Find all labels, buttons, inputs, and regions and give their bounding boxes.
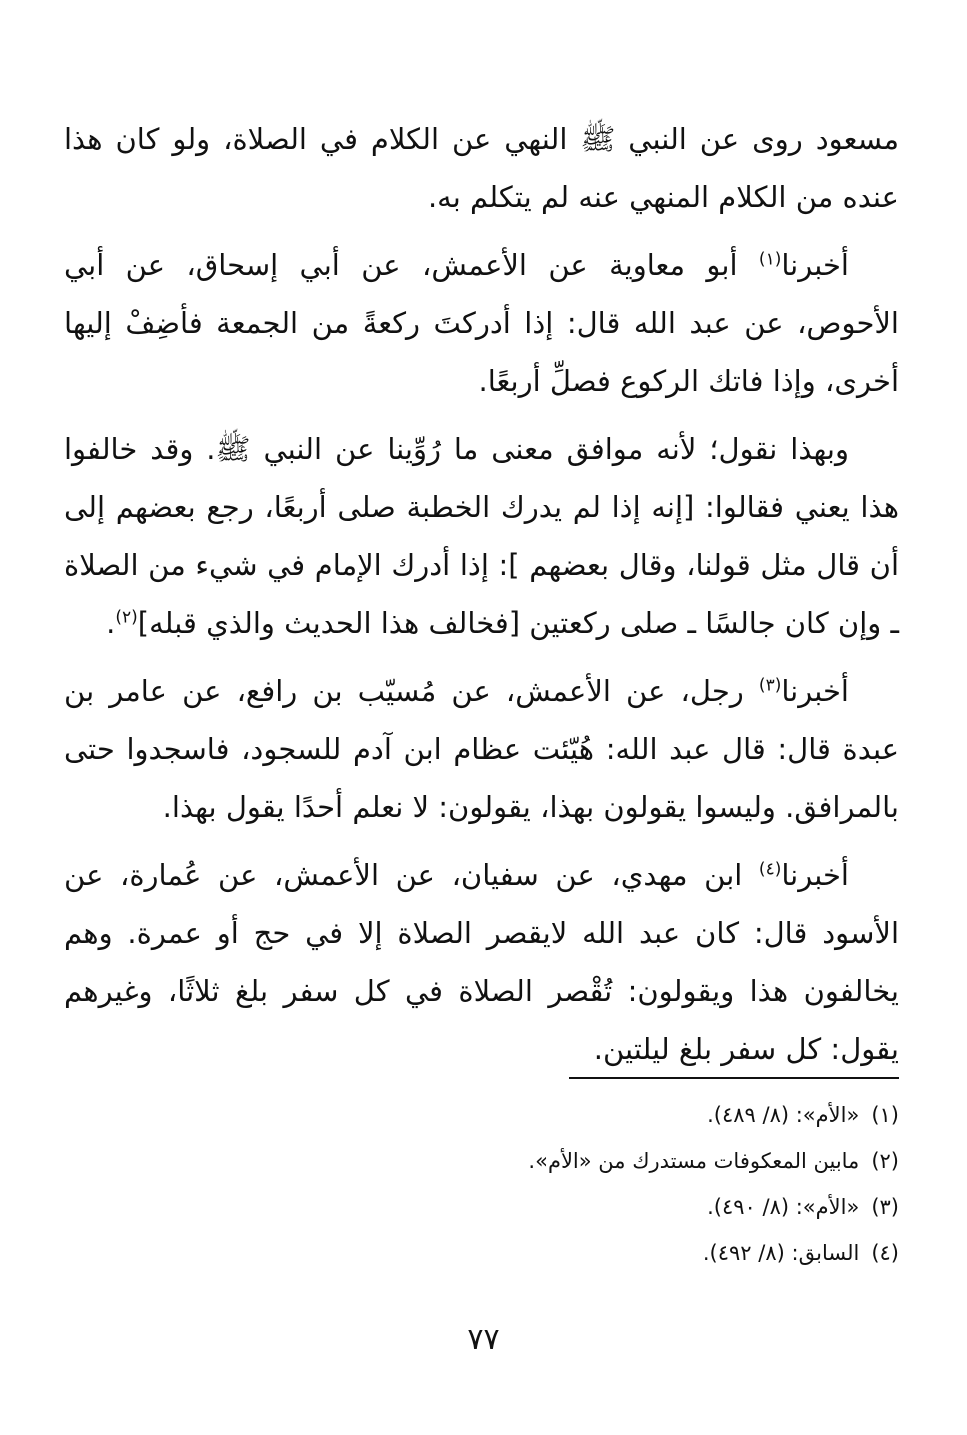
footnote-4: [64, 1233, 899, 1273]
paragraph-4: [64, 662, 899, 836]
paragraph-1-text: مسعود روى عن النبي ﷺ النهي عن الكلام في الصلاة، ولو كان هذا عنده من الكلام المنهي عنه لم يتكلم به.: [64, 122, 899, 214]
paragraph-3: [64, 420, 899, 652]
paragraph-5-text: ابن مهدي، عن سفيان، عن الأعمش، عن عُمارة، عن الأسود قال: كان عبد الله لايقصر الصلاة إلا في حج أو عمرة. وهم يخالفون هذا ويقولون: تُقْصر الصلاة في كل سفر بلغ ثلاثًا، وغيرهم يقول: كل سفر بلغ ليلتين.: [64, 858, 899, 1066]
footnote-1: [64, 1095, 899, 1135]
paragraph-5-lead: أخبرنا: [781, 858, 849, 892]
footnote-2: [64, 1141, 899, 1181]
footnote-number: (١): [871, 1103, 899, 1127]
footnote-ref-2[interactable]: (٢): [115, 607, 138, 628]
footnote-divider: [569, 1077, 899, 1079]
paragraph-4-lead: أخبرنا: [781, 674, 849, 708]
paragraph-5: [64, 846, 899, 1078]
footnote-3: [64, 1187, 899, 1227]
footnote-text: مابين المعكوفات مستدرك من «الأم».: [528, 1149, 860, 1173]
footnote-number: (٣): [871, 1195, 899, 1219]
footnote-text: السابق: (٨/ ٤٩٢).: [702, 1241, 860, 1265]
page-body: [64, 110, 899, 1088]
footnotes: [64, 1095, 899, 1279]
footnote-ref-4[interactable]: (٤): [758, 859, 782, 880]
footnote-number: (٢): [871, 1149, 899, 1173]
footnote-text: «الأم»: (٨/ ٤٨٩).: [707, 1103, 860, 1127]
paragraph-4-text: رجل، عن الأعمش، عن مُسيّب بن رافع، عن عامر بن عبدة قال: قال عبد الله: هُيّئت عظام ابن آدم للسجود، فاسجدوا حتى بالمرافق. وليسوا يقولون بهذا، يقولون: لا نعلم أحدًا يقول بهذا.: [64, 674, 899, 824]
footnote-text: «الأم»: (٨/ ٤٩٠).: [707, 1195, 860, 1219]
paragraph-2: [64, 236, 899, 410]
paragraph-3-end: .: [106, 606, 116, 640]
page-number: ٧٧: [467, 1322, 500, 1357]
paragraph-2-lead: أخبرنا: [781, 248, 849, 282]
paragraph-2-text: أبو معاوية عن الأعمش، عن أبي إسحاق، عن أبي الأحوص، عن عبد الله قال: إذا أدركتَ ركعةً من الجمعة فأضِفْ إليها أخرى، وإذا فاتك الركوع فصلِّ أربعًا.: [64, 248, 899, 398]
paragraph-3-text: وبهذا نقول؛ لأنه موافق معنى ما رُوِّينا عن النبي ﷺ. وقد خالفوا هذا يعني فقالوا: [إنه إذا لم يدرك الخطبة صلى أربعًا، رجع بعضهم إلى أن قال مثل قولنا، وقال بعضهم ]: إذا أدرك الإمام في شيء من الصلاة ـ وإن كان جالسًا ـ صلى ركعتين [فخالف هذا الحديث والذي قبله]: [64, 432, 899, 640]
footnote-ref-3[interactable]: (٣): [758, 675, 782, 696]
paragraph-1: [64, 110, 899, 226]
footnote-ref-1[interactable]: (١): [758, 249, 782, 270]
footnote-number: (٤): [871, 1241, 899, 1265]
